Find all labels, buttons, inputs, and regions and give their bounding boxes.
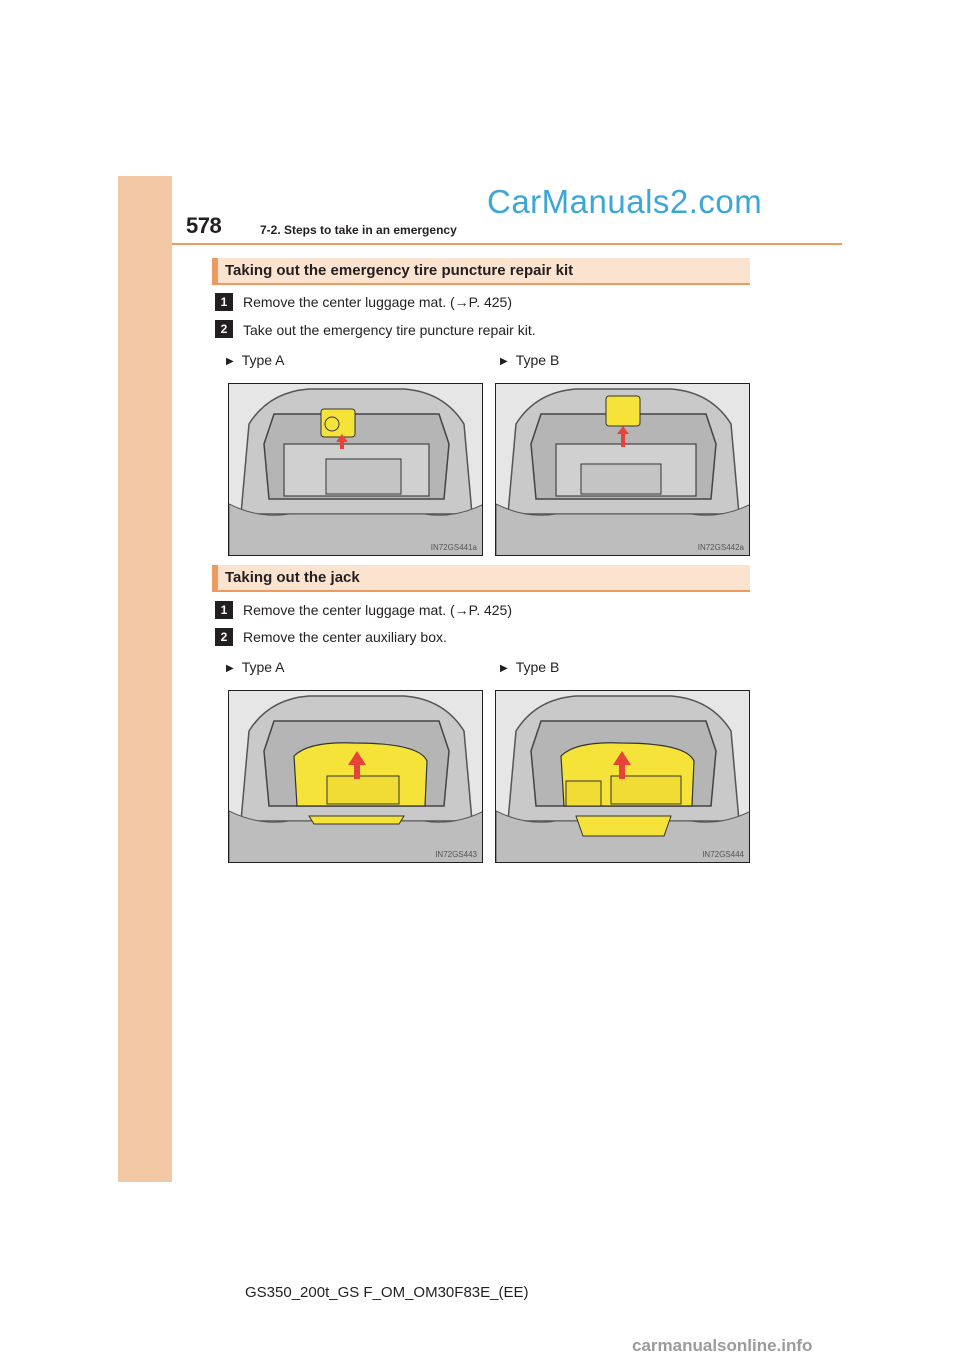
step-text: Remove the center luggage mat. (→P. 425) <box>243 294 513 310</box>
step-text: Remove the center luggage mat. (→P. 425) <box>243 602 513 618</box>
step-number: 1 <box>215 293 233 311</box>
trunk-illustration-repair-kit-type-a <box>228 383 483 556</box>
section-heading-jack <box>212 565 750 592</box>
figure-label: ▶ Type A <box>226 659 285 675</box>
figure-code: IN72GS443 <box>435 850 477 859</box>
trunk-illustration-jack-type-b <box>495 690 750 863</box>
figure-label: ▶ Type A <box>226 352 285 368</box>
step-text: Take out the emergency tire puncture repair kit. <box>243 322 536 338</box>
step-number: 2 <box>215 320 233 338</box>
step-number: 2 <box>215 628 233 646</box>
document-code: GS350_200t_GS F_OM_OM30F83E_(EE) <box>245 1284 529 1301</box>
triangle-bullet-icon: ▶ <box>226 356 234 367</box>
step-number: 1 <box>215 601 233 619</box>
triangle-bullet-icon: ▶ <box>226 663 234 674</box>
trunk-illustration-jack-type-a <box>228 690 483 863</box>
section-title: Taking out the jack <box>225 569 360 586</box>
header-rule <box>172 243 842 245</box>
figure-code: IN72GS442a <box>697 543 744 552</box>
section-title: Taking out the emergency tire puncture repair kit <box>225 262 574 279</box>
page-number: 578 <box>186 213 222 238</box>
site-watermark: CarManuals2.com <box>487 183 763 220</box>
section-heading-repair-kit <box>212 258 750 285</box>
trunk-illustration-repair-kit-type-b <box>495 383 750 556</box>
figure-label: ▶ Type B <box>500 659 560 675</box>
figure-code: IN72GS444 <box>702 850 744 859</box>
site-watermark-footer: carmanualsonline.info <box>632 1336 813 1355</box>
triangle-bullet-icon: ▶ <box>500 356 508 367</box>
triangle-bullet-icon: ▶ <box>500 663 508 674</box>
figure-label: ▶ Type B <box>500 352 560 368</box>
step-text: Remove the center auxiliary box. <box>243 629 447 645</box>
chapter-title: 7-2. Steps to take in an emergency <box>260 223 457 237</box>
figure-code: IN72GS441a <box>430 543 477 552</box>
chapter-sidebar <box>118 176 172 1182</box>
